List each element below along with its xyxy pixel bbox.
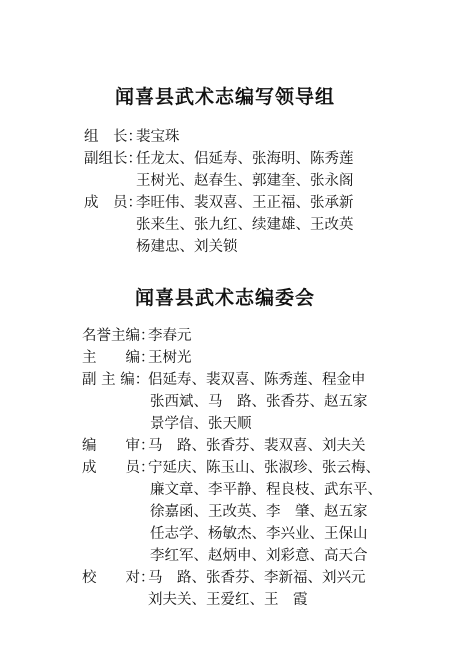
group-member-names-cont-2: 杨建忠、刘关锁 (136, 239, 238, 255)
group-member-names: 李旺伟、裴双喜、王正福、张承新 (136, 195, 354, 211)
group-member-label: 成 员： (84, 195, 142, 211)
deputy-leader-label: 副组长： (84, 151, 142, 167)
group-member-names-cont-1: 张来生、张九红、续建雄、王改英 (136, 217, 354, 233)
chief-editor-names: 王树光 (148, 350, 192, 366)
leader-label: 组 长： (84, 129, 142, 145)
chief-editor-label: 主 编： (82, 350, 155, 366)
reviewer-label: 编 审： (82, 438, 155, 454)
reviewer-names: 马 路、张香芬、裴双喜、刘夫关 (148, 438, 366, 454)
deputy-leader-names: 任龙太、侣延寿、张海明、陈秀莲 (136, 151, 354, 167)
board-member-names-cont-1: 廉文章、李平静、程良枝、武东平、 (150, 482, 382, 498)
proofreader-names-cont: 刘夫关、王爱红、王 霞 (148, 592, 308, 608)
board-member-names: 宁延庆、陈玉山、张淑珍、张云梅、 (148, 460, 380, 476)
proofreader-names: 马 路、张香芬、李新福、刘兴元 (148, 570, 366, 586)
honorary-editor-names: 李春元 (148, 328, 192, 344)
board-member-names-cont-3: 任志学、杨敏杰、李兴业、王保山 (150, 526, 368, 542)
leader-names: 裴宝珠 (136, 129, 180, 145)
proofreader-label: 校 对： (82, 570, 155, 586)
deputy-editor-label: 副 主 编： (82, 372, 150, 388)
board-member-names-cont-2: 徐嘉函、王改英、李 肇、赵五家 (150, 504, 368, 520)
board-member-label: 成 员： (82, 460, 155, 476)
leadership-group-title: 闻喜县武术志编写领导组 (114, 86, 335, 108)
deputy-editor-names-cont-2: 景学信、张天顺 (150, 416, 252, 432)
board-member-names-cont-4: 李红军、赵炳申、刘彩意、高天合 (150, 548, 368, 564)
deputy-editor-names-cont-1: 张西斌、马 路、张香芬、赵五家 (150, 394, 368, 410)
deputy-editor-names: 侣延寿、裴双喜、陈秀莲、程金申 (148, 372, 366, 388)
deputy-leader-names-cont: 王树光、赵春生、郭建奎、张永阁 (136, 173, 354, 189)
editorial-board-title: 闻喜县武术志编委会 (134, 287, 315, 309)
honorary-editor-label: 名誉主编： (82, 328, 155, 344)
